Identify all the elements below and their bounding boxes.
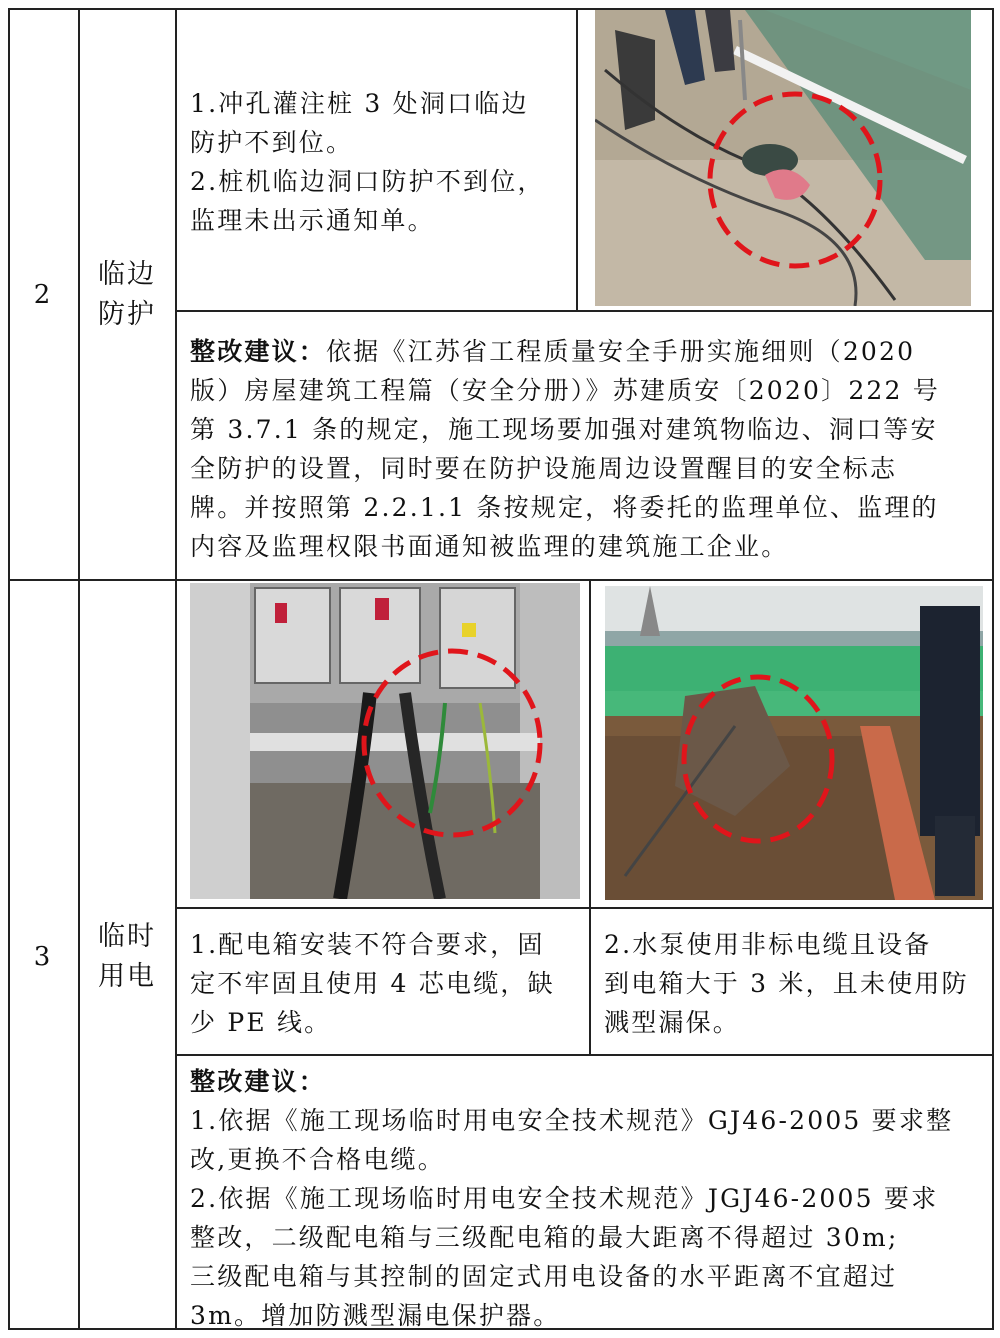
issue-description-left: 1.配电箱安装不符合要求，固 定不牢固且使用 4 芯电缆，缺 少 PE 线。: [190, 930, 555, 1037]
pile-opening-photo: [595, 10, 971, 306]
category-label: 临边 防护: [98, 259, 156, 330]
row3-inner-divider: [175, 1054, 994, 1056]
category-label: 临时 用电: [98, 921, 156, 992]
column-divider-2: [175, 8, 177, 1330]
rectification-suggestion: 整改建议：依据《江苏省工程质量安全手册实施细则（2020 版）房屋建筑工程篇（安全分册）》苏建质安〔2020〕222 号 第 3.7.1 条的规定，施工现场要加强对建筑物临边、洞口等安 全防护的设置，同时要在防护设施周边设置醒目的安全标志 牌。并按照第 2.2.1.1 条按规定，将委托的监理单位、监理的 内容及监理权限书面通知被监理的建筑施工企业。: [190, 337, 940, 561]
row-number: 3: [33, 942, 51, 972]
table-border-right: [992, 8, 994, 1330]
suggestion-title: 整改建议：: [190, 337, 327, 366]
distribution-box-photo: [190, 583, 580, 899]
issue-description-right: 2.水泵使用非标电缆且设备 到电箱大于 3 米，且未使用防 溅型漏保。: [604, 930, 969, 1037]
row3-photo-divider: [589, 580, 591, 1055]
row-number: 2: [33, 280, 51, 310]
table-border-left: [8, 8, 10, 1330]
column-divider-1: [78, 8, 80, 1330]
issue-description: 1.冲孔灌注桩 3 处洞口临边 防护不到位。 2.桩机临边洞口防护不到位， 监理未出示通知单。: [190, 89, 545, 235]
water-pump-photo: [605, 586, 983, 900]
row-divider: [8, 579, 994, 581]
suggestion-title: 整改建议：: [190, 1067, 327, 1096]
row3-photo-bottom-divider: [175, 907, 994, 909]
row2-inner-divider: [175, 310, 994, 312]
rectification-suggestion: 整改建议： 1.依据《施工现场临时用电安全技术规范》GJ46-2005 要求整 改,更换不合格电缆。 2.依据《施工现场临时用电安全技术规范》JGJ46-2005 要求 整改，二级配电箱与三级配电箱的最大距离不得超过 30m; 三级配电箱与其控制的固定式用电设备的水平距离不宜超过 3m。增加防溅型漏电保护器。: [190, 1062, 953, 1335]
row2-photo-divider: [576, 8, 578, 311]
